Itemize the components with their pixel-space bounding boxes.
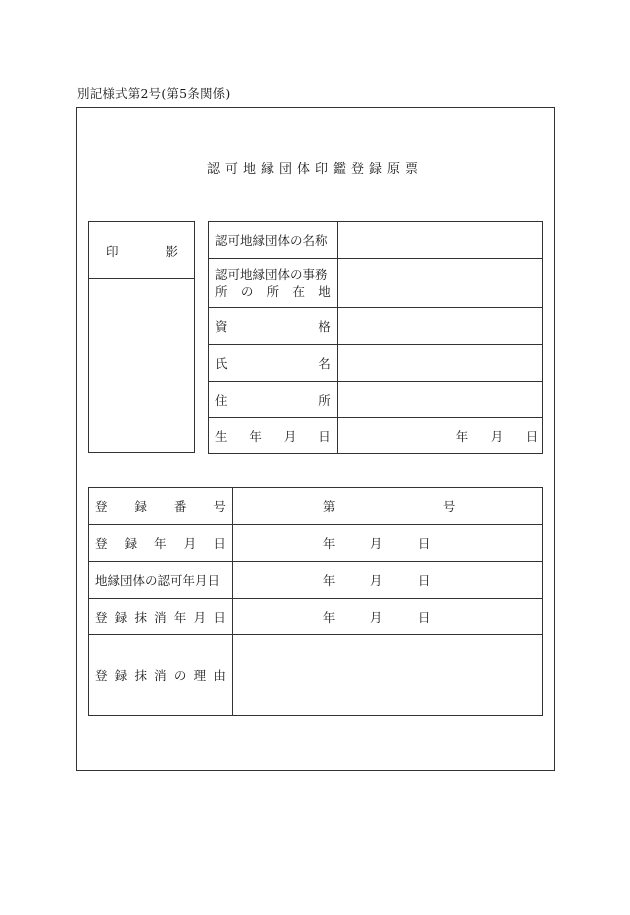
label-office-address [209,259,338,308]
table-row [89,562,543,599]
label-cancellation-date: 登 録 抹 消 年 月 日 [89,599,233,635]
label-group-name: 認可地縁団体の名称 [209,222,338,259]
field-registration-number[interactable]: 第 号 [232,488,542,525]
field-qualification[interactable] [337,308,542,345]
field-birth-date[interactable]: 年 月 日 [337,418,542,454]
label-approval-date: 地縁団体の認可年月日 [89,562,233,599]
form-number-caption: 別記様式第2号(第5条関係) [77,86,231,101]
field-group-name[interactable] [337,222,542,259]
table-row [89,525,543,562]
label-address: 住 所 [209,382,338,418]
label-registration-date: 登 録 年 月 日 [89,525,233,562]
seal-label-left: 印 [106,244,119,259]
table-row [89,635,543,716]
label-name: 氏 名 [209,345,338,382]
seal-label-right: 影 [165,244,178,259]
field-registration-date[interactable]: 年 月 日 [232,525,542,562]
table-row [209,418,543,454]
table-row [89,488,543,525]
form-title: 認可地縁団体印鑑登録原票 [206,162,423,177]
table-row [209,222,543,259]
table-row [209,382,543,418]
table-row [89,599,543,635]
registration-table [88,487,543,716]
table-row [209,259,543,308]
label-cancellation-reason: 登 録 抹 消 の 理 由 [89,635,233,716]
field-cancellation-date[interactable]: 年 月 日 [232,599,542,635]
seal-impression-area[interactable] [89,279,194,453]
label-birth-date: 生 年 月 日 [209,418,338,454]
label-qualification: 資 格 [209,308,338,345]
field-cancellation-reason[interactable] [232,635,542,716]
field-name[interactable] [337,345,542,382]
seal-impression-header [89,222,194,279]
field-approval-date[interactable]: 年 月 日 [232,562,542,599]
table-row [209,345,543,382]
label-office-address-line1: 認可地縁団体の事務 [215,267,328,282]
field-address[interactable] [337,382,542,418]
seal-impression-box [88,221,195,453]
table-row [209,308,543,345]
label-registration-number: 登 録 番 号 [89,488,233,525]
field-office-address[interactable] [337,259,542,308]
group-info-table [208,221,543,454]
label-office-address-line2: 所 の 所 在 地 [215,284,331,299]
